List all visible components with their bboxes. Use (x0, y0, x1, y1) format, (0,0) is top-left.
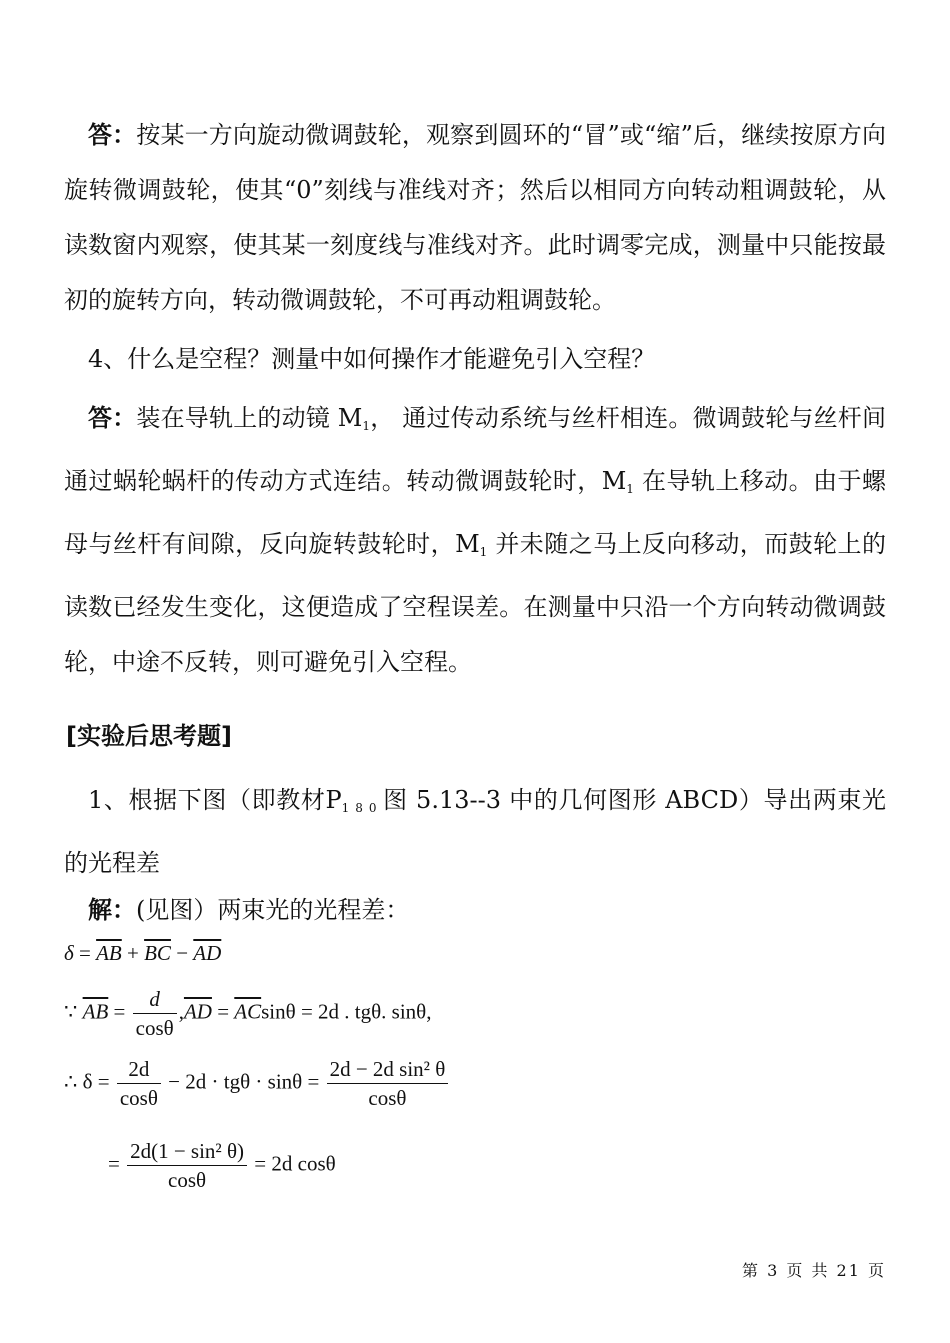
equation-4 (108, 1137, 336, 1194)
segment-ab: $\overline{AB}$ (96, 941, 122, 965)
answer-3-text: 按某一方向旋动微调鼓轮，观察到圆环的“冒”或“缩”后，继续按原方向旋转微调鼓轮，使其“0”刻线与准线对齐；然后以相同方向转动粗调鼓轮，从读数窗内观察，使其某一刻度线与准线对齐。此时调零完成，测量中只能按最初的旋转方向，转动微调鼓轮，不可再动粗调鼓轮。 (64, 121, 887, 314)
fraction-numerator: 2d(1 − sin² θ) (130, 1139, 245, 1163)
comma: , (178, 999, 184, 1024)
fraction-denominator: cosθ (117, 1083, 161, 1112)
segment-ab: $\overline{AB}$ (82, 999, 109, 1024)
equals-sign: = (73, 941, 97, 965)
equation-2 (64, 985, 432, 1042)
fraction-difference-over-cos (327, 1055, 449, 1112)
post-question-1-part2: 图 5.13--3 中的几何图形 ABCD）导出两束光的光程差 (64, 786, 886, 877)
post-question-1-part1: 1、根据下图（即教材P (88, 786, 342, 814)
subscript-1: 1 (479, 545, 488, 559)
fraction-numerator: 2d − 2d sin² θ (329, 1057, 446, 1081)
minus-sign: − (170, 941, 194, 965)
equals-sign: = (108, 999, 131, 1024)
therefore-delta: ∴ δ = (64, 1069, 115, 1094)
equation-2-rest: sinθ = 2d . tgθ. sinθ, (261, 999, 432, 1024)
fraction-denominator: cosθ (133, 1013, 177, 1042)
equals-sign: = (108, 1151, 126, 1176)
page-subscript: 180 (341, 801, 383, 815)
segment-ad: $\overline{AD}$ (183, 999, 212, 1024)
fraction-numerator: d (149, 987, 160, 1011)
answer-4-part2: ， 通过传动系统与丝杆相连。微调鼓轮与丝杆间通过蜗轮蜗杆的传动方式连结。转动微调鼓轮时，M (64, 404, 887, 495)
answer-3-paragraph (64, 107, 886, 328)
segment-ad: $\overline{AD}$ (193, 941, 222, 965)
fraction-factored-over-cos (127, 1137, 247, 1194)
equation-3-middle: − 2d · tgθ · sinθ = (162, 1069, 325, 1094)
answer-4-part3: 在导轨上移动。由于螺母与丝杆有间隙，反向旋转鼓轮时，M (64, 467, 886, 558)
fraction-denominator: cosθ (327, 1083, 449, 1112)
equation-3 (64, 1055, 450, 1112)
equation-4-result: = 2d cosθ (249, 1151, 336, 1176)
subscript-1: 1 (362, 419, 371, 433)
answer-4-part4: 并未随之马上反向移动，而鼓轮上的读数已经发生变化，这便造成了空程误差。在测量中只沿一个方向转动微调鼓轮，中途不反转，则可避免引入空程。 (64, 530, 886, 676)
fraction-denominator: cosθ (127, 1165, 247, 1194)
post-question-1 (64, 773, 886, 891)
solution-line (64, 882, 886, 938)
subscript-1: 1 (626, 482, 634, 496)
fraction-d-over-cos (133, 985, 177, 1042)
question-4-text: 4、什么是空程？测量中如何操作才能避免引入空程？ (88, 345, 656, 373)
answer-4-paragraph (64, 390, 886, 690)
equals-sign: = (211, 999, 235, 1024)
equation-1 (64, 938, 221, 968)
section-heading: [实验后思考题] (66, 722, 232, 750)
solution-text: (见图）两束光的光程差： (136, 896, 410, 924)
fraction-2d-over-cos (117, 1055, 161, 1112)
answer-label: 答： (88, 120, 137, 149)
segment-ac: $\overline{AC}$ (234, 999, 262, 1024)
fraction-numerator: 2d (128, 1057, 150, 1081)
delta-symbol: δ (64, 941, 74, 965)
answer-4-part1: 装在导轨上的动镜 M (136, 404, 363, 432)
segment-bc: $\overline{BC}$ (144, 941, 171, 965)
page-footer: 第 3 页 共 21 页 (742, 1261, 886, 1280)
question-4 (64, 332, 886, 387)
plus-sign: + (121, 941, 145, 965)
solution-label: 解： (88, 895, 136, 924)
because-symbol: ∵ (64, 999, 83, 1024)
answer-label: 答： (88, 403, 137, 432)
